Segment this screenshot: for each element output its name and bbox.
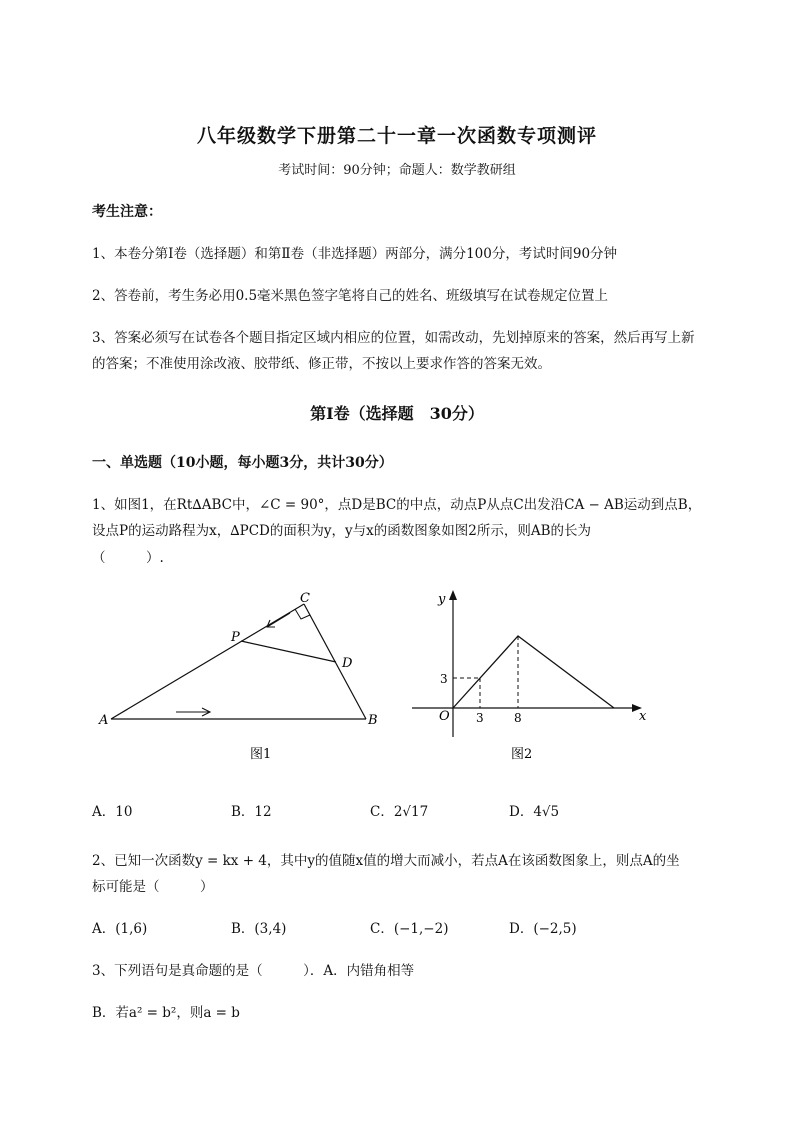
q1-text-line3: （ ）. (92, 550, 164, 566)
notice-item-2: 2、答卷前，考生务必用0.5毫米黑色签字笔将自己的姓名、班级填写在试卷规定位置上 (92, 288, 609, 304)
y-axis-arrow-icon (449, 590, 457, 600)
q2-option-b[interactable]: B．(3,4) (231, 921, 287, 937)
q3-option-b[interactable]: B．若a² = b²，则a = b (92, 1005, 240, 1021)
origin-label: O (439, 709, 450, 724)
q1-option-a[interactable]: A．10 (92, 804, 133, 820)
notice-item-3: 3、答案必须写在试卷各个题目指定区域内相应的位置，如需改动，先划掉原来的答案，然后再写上新 (92, 330, 695, 346)
label-b: B (368, 713, 378, 728)
segment-pd-line (241, 641, 336, 662)
tick-label-x-3: 3 (476, 711, 484, 725)
q2-option-a[interactable]: A．(1,6) (92, 921, 148, 937)
figure-1-triangle (90, 585, 390, 770)
q1-text-line2: 设点P的运动路程为x，∆PCD的面积为y，y与x的函数图象如图2所示，则AB的长为 (92, 523, 591, 539)
notice-heading: 考生注意： (92, 204, 162, 220)
x-axis-label: x (639, 709, 647, 724)
label-p: P (231, 630, 240, 645)
tick-label-x-8: 8 (514, 711, 522, 725)
tick-label-y-3: 3 (440, 672, 448, 686)
q2-text-line1: 2、已知一次函数y = kx + 4，其中y的值随x值的增大而减小，若点A在该函数图象上，则点A的坐 (92, 853, 680, 869)
figure-1-caption: 图1 (250, 747, 272, 762)
label-a: A (99, 713, 109, 728)
q3-text-line1: 3、下列语句是真命题的是（ ）．A．内错角相等 (92, 963, 415, 979)
exam-info: 考试时间：90分钟；命题人：数学教研组 (278, 163, 516, 178)
q1-option-c[interactable]: C．2√17 (370, 804, 429, 820)
label-c: C (300, 591, 310, 606)
notice-item-1: 1、本卷分第I卷（选择题）和第Ⅱ卷（非选择题）两部分，满分100分，考试时间90分钟 (92, 246, 618, 262)
side-ac-line (111, 604, 304, 719)
q2-option-c[interactable]: C．(−1,−2) (370, 921, 449, 937)
notice-item-3-cont: 的答案；不准使用涂改液、胶带纸、修正带，不按以上要求作答的答案无效。 (92, 356, 551, 372)
figure-2-caption: 图2 (511, 747, 533, 762)
arrow-c-to-a-icon (267, 613, 290, 627)
q1-text-line1: 1、如图1，在Rt∆ABC中，∠C = 90°，点D是BC的中点，动点P从点C出发沿CA − AB运动到点B， (92, 497, 702, 513)
figure-2-graph (400, 585, 660, 770)
y-axis-label: y (438, 592, 446, 607)
function-graph-line (453, 636, 614, 708)
q2-option-d[interactable]: D．(−2,5) (509, 921, 577, 937)
section-title: 第I卷（选择题 30分） (310, 404, 484, 423)
page-title: 八年级数学下册第二十一章一次函数专项测评 (196, 125, 597, 147)
q1-option-d[interactable]: D．4√5 (509, 804, 560, 820)
part-heading: 一、单选题（10小题，每小题3分，共计30分） (92, 455, 393, 471)
q2-text-line2: 标可能是（ ） (92, 879, 214, 895)
q1-option-b[interactable]: B．12 (231, 804, 272, 820)
arrow-a-to-b-icon (176, 708, 210, 716)
label-d: D (342, 656, 353, 671)
